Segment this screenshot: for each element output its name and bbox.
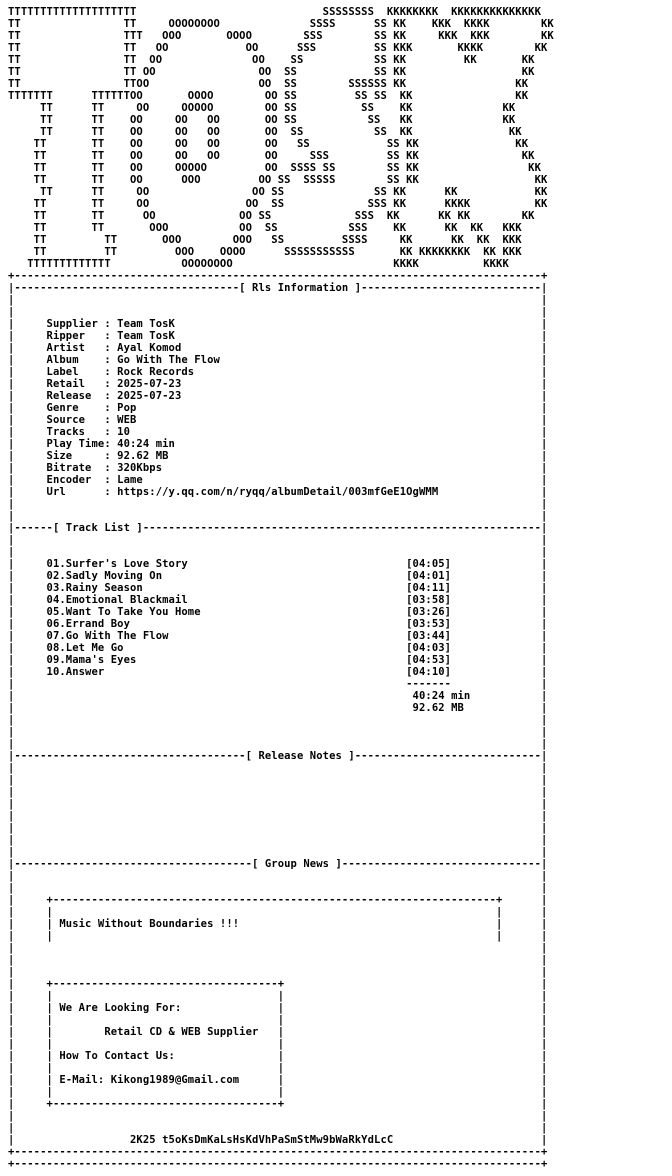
blank-line: | | <box>8 942 548 954</box>
logo-line: TT TT OO OO OO OO SS SS KK KK <box>8 126 522 138</box>
logo-line: TT TT OO OOOOO OO SS SS KK KK <box>8 102 516 114</box>
logo-line: TTTTTTT TTTTTTOO OOOO OO SS SS SS KK KK <box>8 90 529 102</box>
motto-text: | | Music Without Boundaries !!! | | <box>8 918 548 930</box>
blank-line: | | <box>8 1110 548 1122</box>
track-row: | 08.Let Me Go [04:03] | <box>8 642 548 654</box>
section-header-tracks: |------[ Track List ]--------------------------------------------------------------| <box>8 522 548 534</box>
info-row: | Tracks : 10 | <box>8 426 548 438</box>
contact-box-side: | | | | <box>8 1062 548 1074</box>
track-row: | 10.Answer [04:10] | <box>8 666 548 678</box>
totals-size: | 92.62 MB | <box>8 702 548 714</box>
logo-line: TT TT OO OO OO OO SS SS KK KK <box>8 114 516 126</box>
logo-line: TT TT OO OO SS SSS KK KK KK KK <box>8 210 535 222</box>
track-row: | 05.Want To Take You Home [03:26] | <box>8 606 548 618</box>
blank-line: | | <box>8 546 548 558</box>
section-header-news: |-------------------------------------[ Group News ]-------------------------------| <box>8 858 548 870</box>
contact-box-side: | | | | <box>8 1086 548 1098</box>
logo-line: TT TT OO OO SS SS KK KK KK <box>8 54 535 66</box>
blank-line: | | <box>8 498 548 510</box>
blank-line: | | <box>8 822 548 834</box>
logo-line: TTTTTTTTTTTTTTTTTTTT SSSSSSSS KKKKKKKK KKKKKKKKKKKKKK <box>8 6 541 18</box>
blank-line: | | <box>8 762 548 774</box>
logo-line: TT TT OOO OO SS SSS KK KK KK KKK <box>8 222 522 234</box>
info-row: | Retail : 2025-07-23 | <box>8 378 548 390</box>
frame-bottom: +----------------------------------------------------------------------------------+ <box>8 1158 548 1170</box>
logo-line: TT TTT OOO OOOO SSS SS KK KKK KKK KK <box>8 30 554 42</box>
track-row: | 01.Surfer's Love Story [04:05] | <box>8 558 548 570</box>
blank-line: | | <box>8 510 548 522</box>
logo-line: TT TTOO OO SS SSSSSS KK KK <box>8 78 529 90</box>
totals-rule: | ------- | <box>8 678 548 690</box>
blank-line: | | <box>8 834 548 846</box>
frame-top: +----------------------------------------------------------------------------------+ <box>8 270 548 282</box>
blank-line: | | <box>8 306 548 318</box>
info-row: | Source : WEB | <box>8 414 548 426</box>
motto-box-side: | | | | <box>8 930 548 942</box>
wanted: | | Retail CD & WEB Supplier | | <box>8 1026 548 1038</box>
logo-line: TT TT OOO OOO SS SSSS KK KK KK KKK <box>8 234 522 246</box>
track-row: | 02.Sadly Moving On [04:01] | <box>8 570 548 582</box>
logo-line: TT TT OO OO OO OO SS SS KK KK <box>8 138 529 150</box>
blank-line: | | <box>8 870 548 882</box>
info-row: | Size : 92.62 MB | <box>8 450 548 462</box>
email: | | E-Mail: Kikong1989@Gmail.com | | <box>8 1074 548 1086</box>
logo-line: TT TT OO OOOOO OO SSSS SS SS KK KK <box>8 162 541 174</box>
logo-line: TT TT OO OOO OO SS SSSSS SS KK KK <box>8 174 548 186</box>
logo-line: TT TT OO OO SS SS KK KK <box>8 66 535 78</box>
info-row: | Release : 2025-07-23 | <box>8 390 548 402</box>
blank-line: | | <box>8 954 548 966</box>
motto-box-top: | +---------------------------------------------------------------------+ | <box>8 894 548 906</box>
looking-for: | | We Are Looking For: | | <box>8 1002 548 1014</box>
blank-line: | | <box>8 882 548 894</box>
info-row: | Album : Go With The Flow | <box>8 354 548 366</box>
blank-line: | | <box>8 534 548 546</box>
blank-line: | | <box>8 294 548 306</box>
track-row: | 09.Mama's Eyes [04:53] | <box>8 654 548 666</box>
info-row: | Supplier : Team TosK | <box>8 318 548 330</box>
logo-line: TTTTTTTTTTTTT OOOOOOOO KKKK KKKK <box>8 258 509 270</box>
contact-label: | | How To Contact Us: | | <box>8 1050 548 1062</box>
motto-box-side: | | | | <box>8 906 548 918</box>
logo-line: TT TT OO OO SS SS KK KK KK <box>8 186 548 198</box>
footer-tag: | 2K25 t5oKsDmKaLsHsKdVhPaSmStMw9bWaRkYdLcC | <box>8 1134 548 1146</box>
blank-line: | | <box>8 798 548 810</box>
logo-line: TT TT OOOOOOOO SSSS SS KK KKK KKKK KK <box>8 18 554 30</box>
contact-box-side: | | | | <box>8 1038 548 1050</box>
blank-line: | | <box>8 774 548 786</box>
track-row: | 03.Rainy Season [04:11] | <box>8 582 548 594</box>
blank-line: | | <box>8 846 548 858</box>
contact-box-bottom: | +-----------------------------------+ | <box>8 1098 548 1110</box>
info-row: | Play Time: 40:24 min | <box>8 438 548 450</box>
contact-box-top: | +-----------------------------------+ | <box>8 978 548 990</box>
blank-line: | | <box>8 1122 548 1134</box>
contact-box-side: | | | | <box>8 990 548 1002</box>
section-header-rls: |-----------------------------------[ Rls Information ]----------------------------| <box>8 282 548 294</box>
info-row: | Encoder : Lame | <box>8 474 548 486</box>
logo-line: TT TT OO OO SSS SS KKK KKKK KK <box>8 42 548 54</box>
blank-line: | | <box>8 810 548 822</box>
blank-line: | | <box>8 966 548 978</box>
track-row: | 07.Go With The Flow [03:44] | <box>8 630 548 642</box>
blank-line: | | <box>8 714 548 726</box>
totals-time: | 40:24 min | <box>8 690 548 702</box>
info-row: | Ripper : Team TosK | <box>8 330 548 342</box>
info-row: | Url : https://y.qq.com/n/ryqq/albumDetail/003mfGeE1OgWMM | <box>8 486 548 498</box>
frame-bottom: +----------------------------------------------------------------------------------+ <box>8 1146 548 1158</box>
logo-line: TT TT OOO OOOO SSSSSSSSSSS KK KKKKKKKK KK KKK <box>8 246 522 258</box>
track-row: | 04.Emotional Blackmail [03:58] | <box>8 594 548 606</box>
info-row: | Genre : Pop | <box>8 402 548 414</box>
section-header-notes: |------------------------------------[ Release Notes ]-----------------------------| <box>8 750 548 762</box>
logo-line: TT TT OO OO OO OO SSS SS KK KK <box>8 150 535 162</box>
logo-line: TT TT OO OO SS SSS KK KKKK KK <box>8 198 548 210</box>
blank-line: | | <box>8 738 548 750</box>
info-row: | Bitrate : 320Kbps | <box>8 462 548 474</box>
blank-line: | | <box>8 726 548 738</box>
track-row: | 06.Errand Boy [03:53] | <box>8 618 548 630</box>
info-row: | Artist : Ayal Komod | <box>8 342 548 354</box>
contact-box-side: | | | | <box>8 1014 548 1026</box>
blank-line: | | <box>8 786 548 798</box>
info-row: | Label : Rock Records | <box>8 366 548 378</box>
